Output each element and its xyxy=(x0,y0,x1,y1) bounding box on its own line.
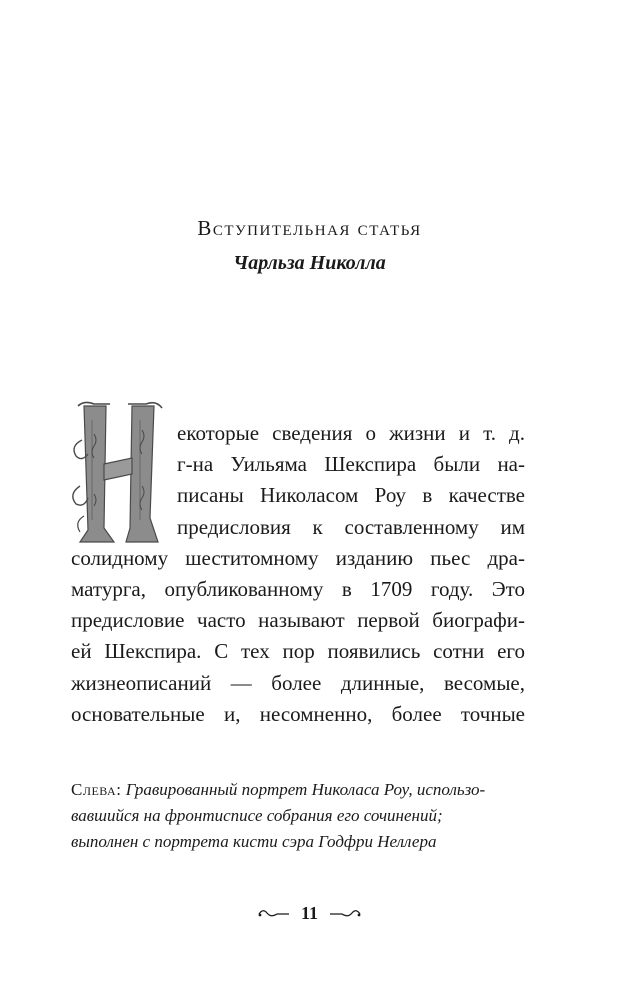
text-line: ей Шекспира. С тех пор появились сотни его xyxy=(71,639,525,664)
chapter-title: Вступительная статья xyxy=(197,216,422,240)
text-line: г-на Уильяма Шекспира были на- xyxy=(177,452,525,477)
caption-line: выполнен с портрета кисти сэра Годфри Неллера xyxy=(71,832,437,851)
text-line: солидному шеститомному изданию пьес дра- xyxy=(71,545,525,570)
page-footer xyxy=(0,898,619,928)
image-caption xyxy=(71,777,531,855)
text-line: предисловие часто называют первой биографи- xyxy=(71,608,525,633)
page-number: 11 xyxy=(300,902,318,923)
text-line: основательные и, несомненно, более точные xyxy=(71,701,525,726)
text-line: екоторые сведения о жизни и т. д. xyxy=(177,421,525,445)
caption-line xyxy=(71,777,531,803)
text-line: предисловия к составленному им xyxy=(177,514,525,539)
body-paragraph xyxy=(71,418,525,730)
caption-text: Гравированный портрет Николаса Роу, использо- xyxy=(125,780,486,799)
right-flourish-icon xyxy=(328,906,362,920)
chapter-author: Чарльза Николла xyxy=(233,252,386,274)
text-line: жизнеописаний — более длинные, весомые, xyxy=(71,670,525,695)
left-flourish-icon xyxy=(257,906,291,920)
caption-lead: Слева: xyxy=(71,780,122,799)
text-line: матурга, опубликованному в 1709 году. Это xyxy=(71,576,525,601)
text-line: писаны Николасом Роу в качестве xyxy=(177,483,525,508)
caption-line: вавшийся на фронтисписе собрания его сочинений; xyxy=(71,806,443,825)
